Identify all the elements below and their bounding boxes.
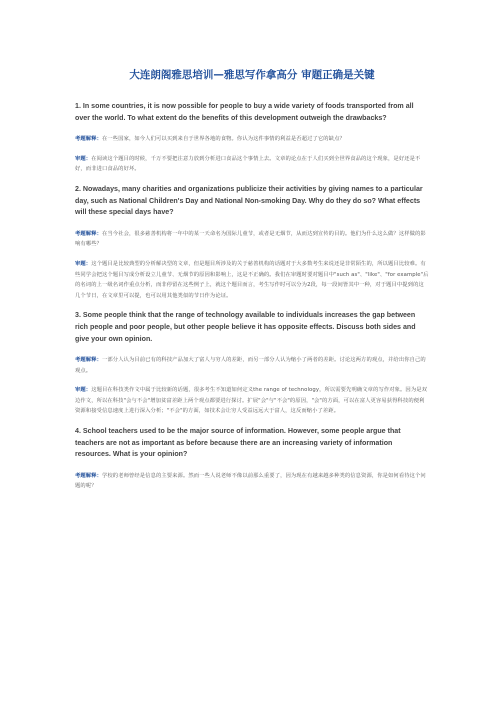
analysis-2 (75, 259, 429, 301)
question-2: 2. Nowadays, many charities and organizations publicize their activities by giving names to a particular day, such as National Children's Day and National Non-smoking Day. Why do they do so? What effects will these special days have? (75, 184, 423, 217)
translation-label: 考题解释： (75, 136, 102, 143)
analysis-label: 审题： (75, 260, 92, 267)
translation-text: 学校的老师曾经是信息的主要来源。然而一些人说老师不像以前那么重要了，因为现在有越来越多种类的信息资源，你是如何看待这个问题的呢？ (75, 472, 426, 490)
analysis-label: 审题： (75, 387, 92, 394)
translation-text: 在一些国家，如今人们可以买到来自于世界各地的食物。你认为这件事情的利益是否超过了它的缺点？ (102, 136, 345, 143)
document-page (75, 68, 429, 501)
analysis-text: 这题目在科技类作文中属于比较新的话题，很多考生不知道如何定义the range of technology，所以需要先明确文章的写作对象。因为是双边作文，所以在科技"会与不会"增加贫富差距上两个观点都要进行探讨。扩展"会"与"不会"的原因，"会"的方面，可以在富人更容易获得科技的便利资源和接受信息速度上进行深入分析；"不会"的方面，如技术会让穷人受益远远大于富人，这反而缩小了差距。 (75, 387, 428, 415)
question-1: 1. In some countries, it is now possible for people to buy a wide variety of foods transported from all over the world. To what extent do the benefits of this development outweigh the drawbacks? (75, 102, 414, 122)
section-2 (75, 184, 429, 301)
translation-text: 一部分人认为目前已有的科技产品加大了富人与穷人的差距，而另一部分人认为缩小了两者的差距。讨论这两方的观点，并给出你自己的观点。 (75, 357, 426, 374)
analysis-label: 审题： (75, 155, 92, 162)
translation-1 (75, 134, 429, 145)
translation-label: 考题解释： (75, 472, 102, 479)
section-3 (75, 310, 429, 417)
translation-3 (75, 355, 429, 376)
analysis-text: 在阅读这个题目的时候，千万不要把注意力放到分析进口食品这个事情上去。文章的论点在于人们买到全世界食品的这个现象，是好还是不好，而非进口食品的好坏。 (75, 155, 421, 173)
section-4 (75, 426, 429, 492)
title-text: 大连朗阁雅思培训—雅思写作拿高分 审题正确是关键 (129, 69, 375, 81)
section-1 (75, 101, 429, 175)
page-title (75, 68, 429, 82)
analysis-3 (75, 385, 429, 417)
analysis-text: 这个题目是比较典型的分析解决型的文章，但是题目所涉及的关于慈善机构的话题对于大多数考生来说还是非常陌生的，所以题目比较难。有些同学会把这个题目写成分析设立儿童节、无烟节的原因和影响上，这是不正确的。我们在审题时要对题目中"such as"、"like"、"for example"后的名词的上一级名词作重点分析，而非停留在这些例子上，就这个题目而言，考生写作时可以分为2段，每一段间皆其中一种，对于题目中提到的这几个节日，在文章里可以提，也可以用其他类似的节日作为论证。 (75, 260, 429, 299)
translation-text: 在当今社会，很多慈善机构将一年中的某一天命名为国际儿童节，或者是无烟节，从而达到宣传的目的。他们为什么这么做？这样做的影响有哪些？ (75, 230, 426, 248)
question-3: 3. Some people think that the range of technology available to individuals increases the gap between rich people and poor people, but other people believe it has opposite effects. Discuss both sides and give your own opinion. (75, 311, 416, 343)
translation-label: 考题解释： (75, 357, 102, 364)
question-4: 4. School teachers used to be the major source of information. However, some people argue that teachers are not as important as before because there are an increasing variety of information resources. What is your opinion? (75, 427, 401, 459)
translation-4 (75, 471, 429, 492)
translation-label: 考题解释： (75, 230, 102, 237)
translation-2 (75, 229, 429, 250)
analysis-1 (75, 154, 429, 175)
